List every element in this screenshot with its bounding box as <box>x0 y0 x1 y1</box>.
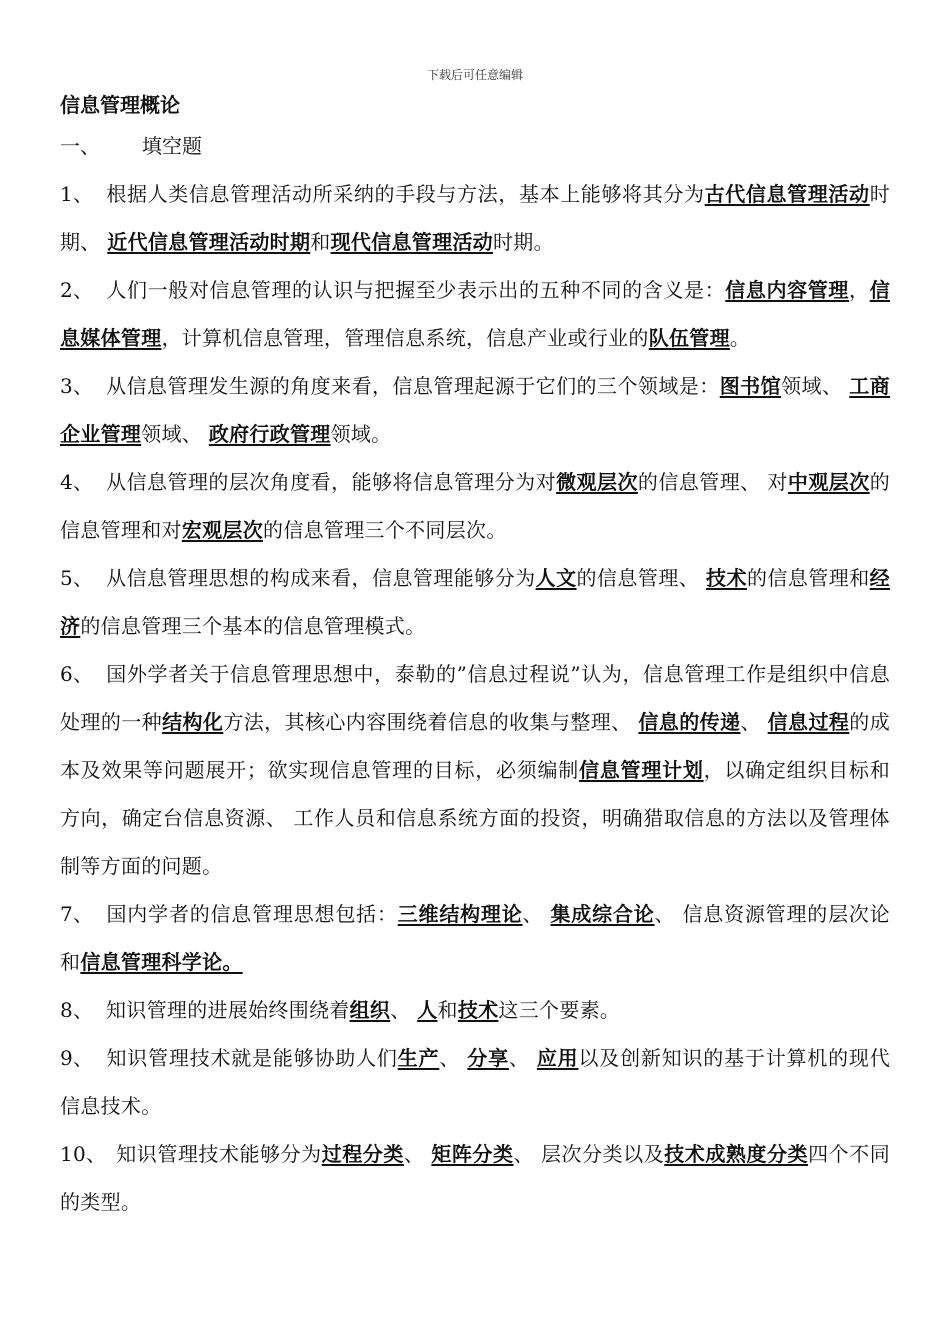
question-number: 6、 <box>60 662 94 686</box>
question-text: 从信息管理的层次角度看，能够将信息管理分为对 <box>106 470 557 494</box>
question-text: 领域。 <box>330 422 392 446</box>
question-text: ， <box>849 278 870 302</box>
question-text: 、 <box>522 902 551 926</box>
question-item <box>60 650 890 890</box>
question-item <box>60 554 890 650</box>
answer-blank: 技术 <box>457 998 499 1022</box>
question-text: 知识管理技术能够分为 <box>116 1142 322 1166</box>
question-text: 四个不同的类型。 <box>60 1142 891 1214</box>
question-text: 根据人类信息管理活动所采纳的手段与方法，基本上能够将其分为 <box>106 182 705 206</box>
answer-blank: 分享 <box>467 1046 509 1070</box>
document-body <box>60 88 890 1226</box>
document-title: 信息管理概论 <box>60 93 180 117</box>
question-text: 时期、 <box>60 182 891 254</box>
section-label: 填空题 <box>142 134 202 158</box>
question-item <box>60 1130 890 1226</box>
question-text: 和 <box>310 230 331 254</box>
question-text: 这三个要素。 <box>498 998 621 1022</box>
question-text: 、 <box>508 1046 537 1070</box>
question-item <box>60 890 890 986</box>
question-text: 国内学者的信息管理思想包括： <box>106 902 398 926</box>
section-number: 一、 <box>60 134 100 158</box>
question-text: 、 层次分类以及 <box>513 1142 665 1166</box>
answer-blank: 组织 <box>349 998 391 1022</box>
answer-blank: 古代信息管理活动 <box>704 182 870 206</box>
answer-blank: 微观层次 <box>556 470 638 494</box>
question-text: 的信息管理、 对 <box>637 470 788 494</box>
question-text: 方法，其核心内容围绕着信息的收集与整理、 <box>223 710 639 734</box>
question-text: 的信息管理三个基本的信息管理模式。 <box>80 614 426 638</box>
question-text: 时期。 <box>492 230 554 254</box>
question-text: 人们一般对信息管理的认识与把握至少表示出的五种不同的含义是： <box>106 278 726 302</box>
question-number: 9、 <box>60 1046 94 1070</box>
question-text: 知识管理技术就是能够协助人们 <box>106 1046 398 1070</box>
answer-blank: 信息管理科学论。 <box>80 950 243 974</box>
question-item <box>60 170 890 266</box>
question-number: 3、 <box>60 374 94 398</box>
answer-blank: 信息管理计划 <box>579 758 704 782</box>
page-header: 下载后可任意编辑 <box>426 68 523 82</box>
question-text: 国外学者关于信息管理思想中，泰勒的”信息过程说”认为，信息管理工作是组织中信息处理的一种 <box>60 662 890 734</box>
question-text: 从信息管理思想的构成来看，信息管理能够分为 <box>106 566 536 590</box>
answer-blank: 技术成熟度分类 <box>664 1142 809 1166</box>
question-text: 以及创新知识的基于计算机的现代信息技术。 <box>60 1046 890 1118</box>
answer-blank: 信息内容管理 <box>725 278 850 302</box>
answer-blank: 技术 <box>706 566 747 590</box>
answer-blank: 人 <box>417 998 438 1022</box>
answer-blank: 过程分类 <box>321 1142 404 1166</box>
question-number: 4、 <box>60 470 94 494</box>
answer-blank: 工商企业管理 <box>60 374 891 446</box>
answer-blank: 现代信息管理活动 <box>330 230 493 254</box>
answer-blank: 应用 <box>536 1046 579 1070</box>
answer-blank: 图书馆 <box>719 374 782 398</box>
question-item <box>60 458 890 554</box>
question-number: 2、 <box>60 278 94 302</box>
question-text: 的信息管理三个不同层次。 <box>263 518 507 542</box>
question-number: 1、 <box>60 182 94 206</box>
answer-blank: 结构化 <box>162 710 224 734</box>
question-text: 、 <box>403 1142 432 1166</box>
answer-blank: 中观层次 <box>787 470 870 494</box>
question-text: 领域、 <box>141 422 209 446</box>
section-heading <box>60 122 890 170</box>
question-number: 7、 <box>60 902 94 926</box>
answer-blank: 近代信息管理活动时期 <box>107 230 311 254</box>
question-item <box>60 362 890 458</box>
question-text: 的信息管理和对 <box>60 470 890 542</box>
question-text: 的成本及效果等问题展开；欲实现信息管理的目标，必须编制 <box>60 710 891 782</box>
question-text: 、 <box>439 1046 468 1070</box>
answer-blank: 经济 <box>60 566 890 638</box>
question-number: 10、 <box>60 1142 107 1166</box>
question-item <box>60 1034 890 1130</box>
question-item <box>60 986 890 1034</box>
answer-blank: 信息媒体管理 <box>60 278 890 350</box>
question-text: 。 <box>729 326 751 350</box>
answer-blank: 集成综合论 <box>550 902 655 926</box>
question-text: ，以确定组织目标和方向，确定台信息资源、 工作人员和信息系统方面的投资，明确猎取信息的方法以及管理体制等方面的问题。 <box>60 758 890 878</box>
answer-blank: 政府行政管理 <box>208 422 331 446</box>
answer-blank: 三维结构理论 <box>397 902 523 926</box>
question-text: 、 <box>740 710 768 734</box>
question-text: 从信息管理发生源的角度来看，信息管理起源于它们的三个领域是： <box>106 374 720 398</box>
question-list <box>60 170 890 1226</box>
question-number: 8、 <box>60 998 94 1022</box>
question-text: 的信息管理和 <box>746 566 870 590</box>
question-text: 、 信息资源管理的层次论和 <box>60 902 890 974</box>
question-number: 5、 <box>60 566 94 590</box>
question-item <box>60 266 890 362</box>
answer-blank: 宏观层次 <box>181 518 264 542</box>
question-text: 、 <box>390 998 418 1022</box>
question-text: 的信息管理、 <box>576 566 707 590</box>
answer-blank: 矩阵分类 <box>431 1142 514 1166</box>
answer-blank: 队伍管理 <box>648 326 730 350</box>
answer-blank: 生产 <box>397 1046 440 1070</box>
answer-blank: 人文 <box>535 566 577 590</box>
answer-blank: 信息的传递 <box>638 710 741 734</box>
question-text: 领域、 <box>781 374 850 398</box>
answer-blank: 信息过程 <box>767 710 850 734</box>
question-text: 知识管理的进展始终围绕着 <box>106 998 350 1022</box>
question-text: 和 <box>437 998 458 1022</box>
question-text: ，计算机信息管理，管理信息系统，信息产业或行业的 <box>161 326 649 350</box>
